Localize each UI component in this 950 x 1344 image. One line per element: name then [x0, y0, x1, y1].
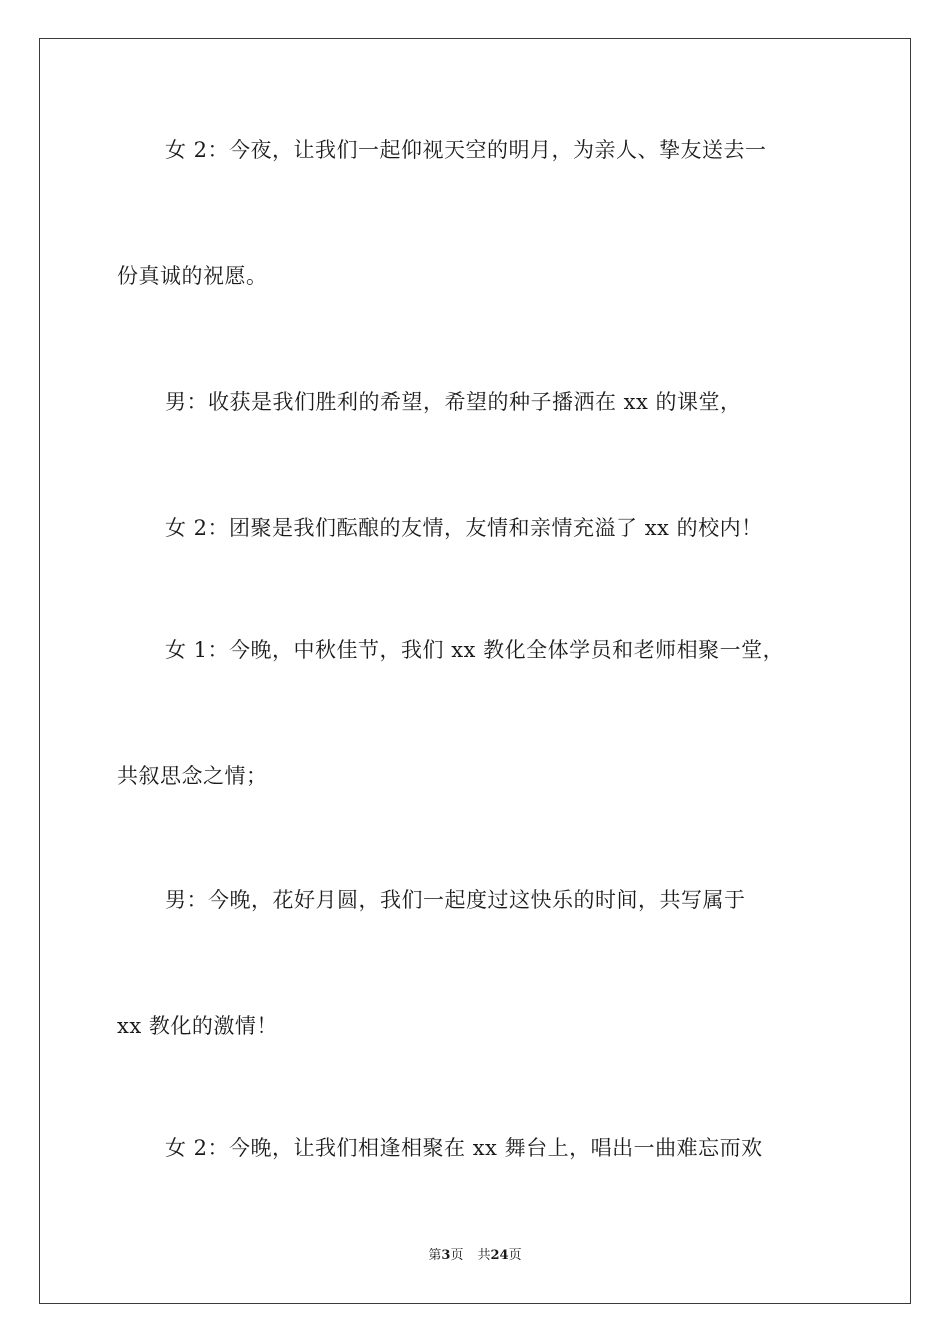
- total-suffix: 页: [508, 1248, 522, 1263]
- page-frame: [39, 38, 911, 1304]
- page-prefix: 第: [428, 1248, 442, 1263]
- text-line-3: 男：收获是我们胜利的希望，希望的种子播洒在 xx 的课堂，: [165, 390, 742, 414]
- page-suffix: 页: [450, 1248, 464, 1263]
- text-line-5: 女 1：今晚，中秋佳节，我们 xx 教化全体学员和老师相聚一堂，: [165, 638, 785, 662]
- total-pages: 24: [490, 1248, 509, 1263]
- text-line-7: 男：今晚，花好月圆，我们一起度过这快乐的时间，共写属于: [165, 888, 746, 912]
- total-prefix: 共: [477, 1248, 491, 1263]
- text-line-1: 女 2：今夜，让我们一起仰视天空的明月，为亲人、挚友送去一: [165, 138, 767, 162]
- text-line-9: 女 2：今晚，让我们相逢相聚在 xx 舞台上，唱出一曲难忘而欢: [165, 1136, 763, 1160]
- text-line-4: 女 2：团聚是我们酝酿的友情，友情和亲情充溢了 xx 的校内！: [165, 516, 763, 540]
- text-line-8: xx 教化的激情！: [117, 1014, 278, 1038]
- page-number: 3: [441, 1248, 451, 1263]
- text-line-2: 份真诚的祝愿。: [117, 264, 268, 288]
- page-footer: [0, 1247, 950, 1265]
- text-line-6: 共叙思念之情；: [117, 764, 268, 788]
